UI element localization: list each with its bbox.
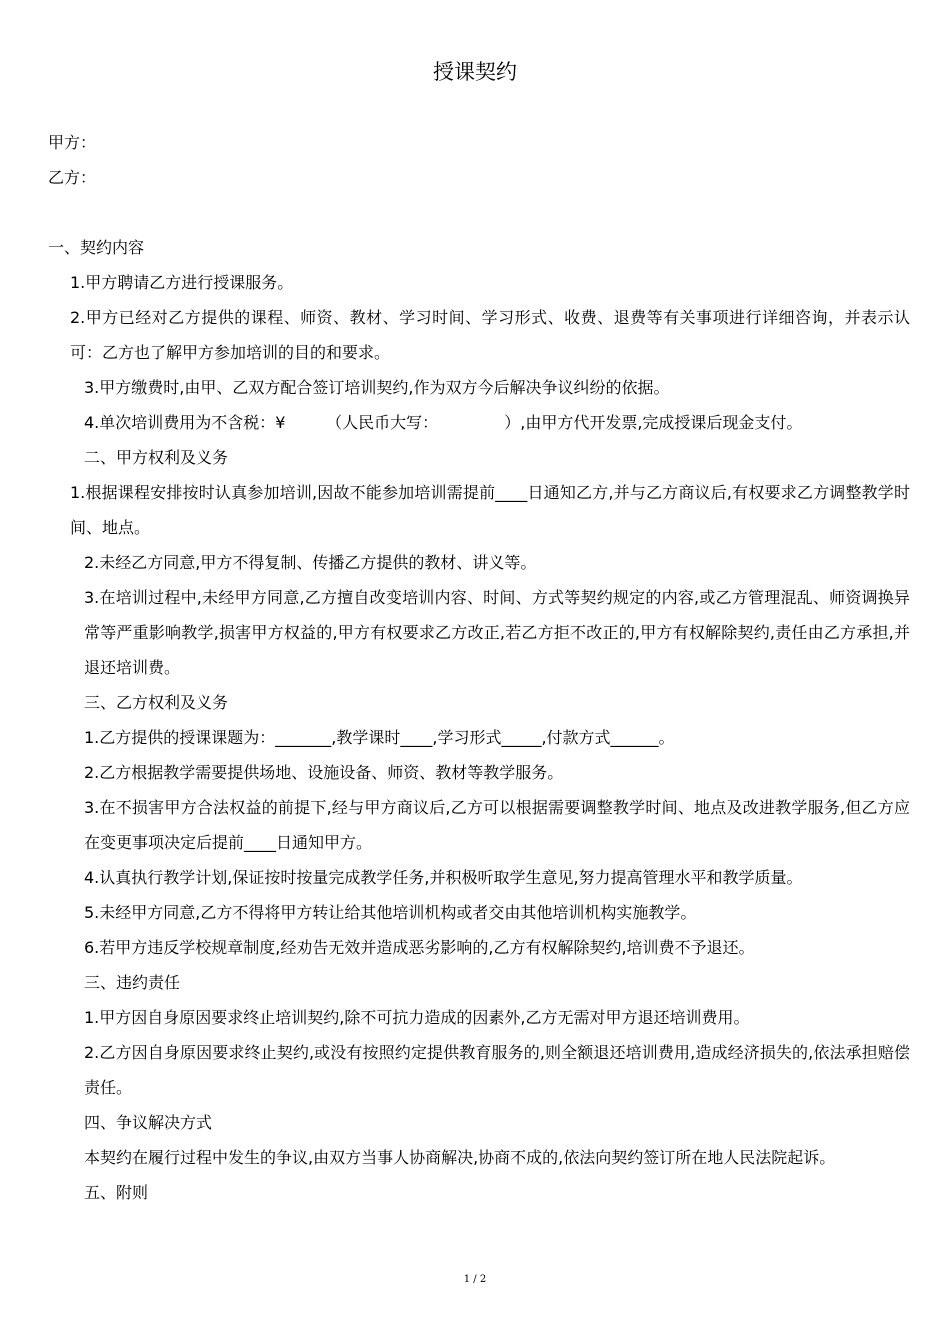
spacer xyxy=(48,195,910,230)
clause: 本契约在履行过程中发生的争议,由双方当事人协商解决,协商不成的,依法向契约签订所在地人民法院起诉。 xyxy=(84,1148,836,1167)
section-heading-supplementary: 五、附则 xyxy=(84,1183,149,1202)
clause: 2.乙方因自身原因要求终止契约,或没有按照约定提供教育服务的,则全额退还培训费用,造成经济损失的,依法承担赔偿责任。 xyxy=(84,1043,910,1097)
clause: 2.未经乙方同意,甲方不得复制、传播乙方提供的教材、讲义等。 xyxy=(84,553,537,572)
section-heading-party-a-rights: 二、甲方权利及义务 xyxy=(84,448,229,467)
clause: 1.甲方聘请乙方进行授课服务。 xyxy=(70,273,294,292)
page-number: 1 / 2 xyxy=(463,1274,487,1285)
clause: 2.甲方已经对乙方提供的课程、师资、教材、学习时间、学习形式、收费、退费等有关事项进行详细咨询，并表示认可：乙方也了解甲方参加培训的目的和要求。 xyxy=(70,308,910,362)
clause: 1.甲方因自身原因要求终止培训契约,除不可抗力造成的因素外,乙方无需对甲方退还培训费用。 xyxy=(84,1008,750,1027)
clause: 6.若甲方违反学校规章制度,经劝告无效并造成恶劣影响的,乙方有权解除契约,培训费不予退还。 xyxy=(84,938,755,957)
section-heading-dispute-resolution: 四、争议解决方式 xyxy=(84,1113,213,1132)
clause: 1.根据课程安排按时认真参加培训,因故不能参加培训需提前____日通知乙方,并与乙方商议后,有权要求乙方调整教学时间、地点。 xyxy=(70,483,910,537)
clause: 3.在培训过程中,未经甲方同意,乙方擅自改变培训内容、时间、方式等契约规定的内容,或乙方管理混乱、师资调换异常等严重影响教学,损害甲方权益的,甲方有权要求乙方改正,若乙方拒不改正的,甲方有权解除契约,责任由乙方承担,并退还培训费。 xyxy=(84,588,910,677)
section-heading-party-b-rights: 三、乙方权利及义务 xyxy=(84,693,229,712)
clause: 5.未经甲方同意,乙方不得将甲方转让给其他培训机构或者交由其他培训机构实施教学。 xyxy=(84,903,697,922)
clause: 2.乙方根据教学需要提供场地、设施设备、师资、教材等教学服务。 xyxy=(84,763,564,782)
party-a-line: 甲方： xyxy=(48,133,97,152)
document-title: 授课契约 xyxy=(433,60,517,84)
section-heading-breach-liability: 三、违约责任 xyxy=(84,973,181,992)
clause: 3.甲方缴费时,由甲、乙双方配合签订培训契约,作为双方今后解决争议纠纷的依据。 xyxy=(84,378,670,397)
document-body xyxy=(48,125,910,1210)
clause: 3.在不损害甲方合法权益的前提下,经与甲方商议后,乙方可以根据需要调整教学时间、地点及改进教学服务,但乙方应在变更事项决定后提前____日通知甲方。 xyxy=(84,798,910,852)
clause: 4.认真执行教学计划,保证按时按量完成教学任务,并积极听取学生意见,努力提高管理水平和教学质量。 xyxy=(84,868,803,887)
section-heading-contract-content: 一、契约内容 xyxy=(48,238,145,257)
clause: 1.乙方提供的授课课题为：_______,教学课时____,学习形式_____,付款方式______。 xyxy=(84,728,675,747)
clause: 4.单次培训费用为不含税：¥ （人民币大写： ）,由甲方代开发票,完成授课后现金支付。 xyxy=(84,413,803,432)
party-b-line: 乙方： xyxy=(48,168,97,187)
